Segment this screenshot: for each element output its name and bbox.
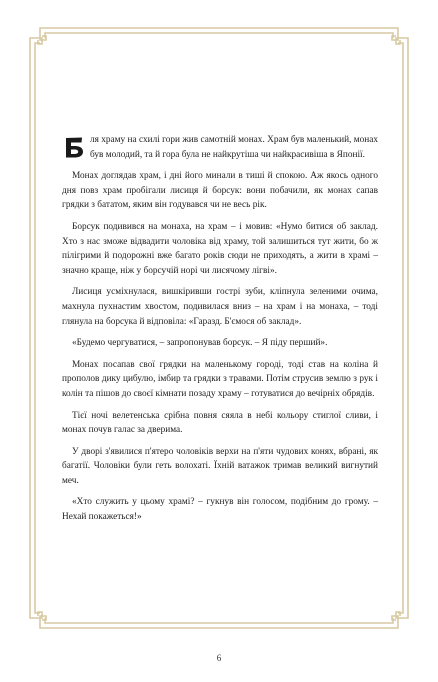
paragraph-4: Лисиця усміхнулася, вишкіривши гострі зуби, кліпнула зеленими очима, махнула пухнастим хвостом, подивилася вниз – на храм і на монаха, – тоді глянула на борсука й відповіла: «Гаразд. Б'ємося об заклад». xyxy=(62,287,378,327)
paragraph-6: Монах посапав свої грядки на маленькому городі, тоді став на коліна й прополов дику цибулю, імбир та грядки з травами. Потім струсив землю з рук і колін та пішов до своєї кімнати позаду храму – готуватися до вечірніх обрядів. xyxy=(62,359,378,399)
paragraph-2: Монах доглядав храм, і дні його минали в тиші й спокою. Аж якось одного дня повз храм пробігали лисиця й борсук: вони побачили, як монах сапав грядки з бататом, яким він годувався чи не весь рік. xyxy=(62,171,378,211)
page-number: 6 xyxy=(216,653,222,663)
paragraph-9: «Хто служить у цьому храмі? – гукнув він голосом, подібним до грому. – Нехай покажеться!» xyxy=(62,497,378,523)
paragraph-3: Борсук подивився на монаха, на храм – і мовив: «Нумо битися об заклад. Хто з нас зможе відвадити чоловіка від храму, той залишиться тут жити, бо ж пілігрими й подорожні вже багато років сюди не приходять, а жити в храмі – значно краще, ніж у борсучій норі чи лисячому лігві». xyxy=(62,221,378,276)
paragraph-7: Тієї ночі велетенська срібна повня сяяла в небі кольору стиглої сливи, і монах почув галас за дверима. xyxy=(62,410,378,436)
paragraph-5: «Будемо чергуватися, – запропонував борсук. – Я піду перший». xyxy=(72,338,328,349)
paragraph-8: У дворі з'явилися п'ятеро чоловіків верхи на п'яти чудових конях, вбрані, як багатії. Чоловіки були геть волохаті. Їхній ватажок тримав великий вигнутий меч. xyxy=(62,446,378,486)
dropcap-letter xyxy=(62,135,86,159)
paragraph-1 xyxy=(62,133,378,162)
paragraph-text: ля храму на схилі гори жив самотній монах. Храм був маленький, монах був молодий, та й гора була не найкрутіша чи найкрасивіша в Японії. xyxy=(90,135,378,160)
story-text xyxy=(62,133,378,532)
